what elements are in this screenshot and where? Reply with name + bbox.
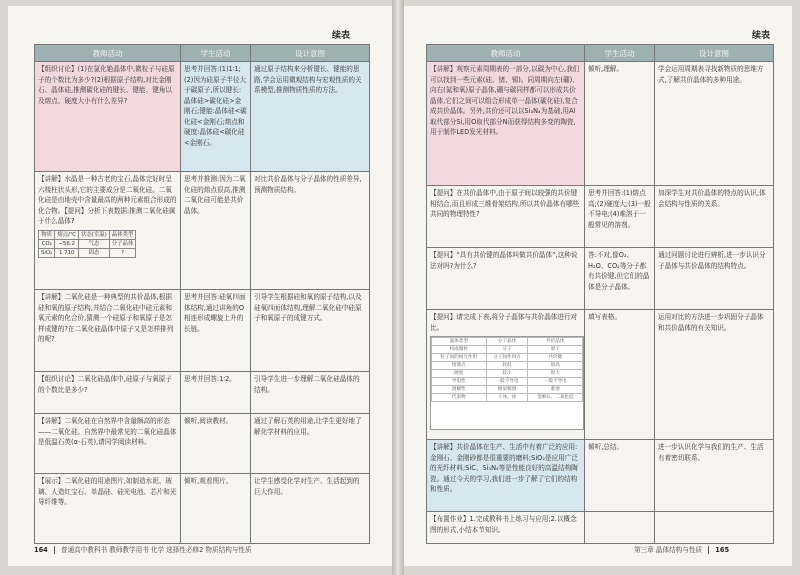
design-cell: 引导学生根据硅和氧的原子结构,以及硅氧四面体结构,理解二氧化硅中硅原子和氧原子的成键方式。 xyxy=(254,293,362,322)
page-number: 165 xyxy=(715,546,730,554)
header-teacher: 教师活动 xyxy=(427,45,585,61)
right-page xyxy=(404,6,792,566)
sketch-cell: 分子间作用力 xyxy=(486,354,528,362)
design-cell: 通过原子结构来分析键长、键能的思路,学会运用微观结构与宏观性质的关系模型,推测物质性质的方法。 xyxy=(251,62,369,172)
table-header xyxy=(427,45,773,62)
lesson-table-left xyxy=(34,44,370,544)
student-cell xyxy=(585,512,655,543)
sketch-cell: 导电性 xyxy=(432,378,487,386)
table-row xyxy=(35,289,369,372)
mini-cell: 物质 xyxy=(39,230,55,239)
book-title: 普通高中教科书 教师教学用书 化学 选择性必修2 物质结构与性质 xyxy=(60,546,252,554)
mini-cell: 熔点/℃ xyxy=(55,230,79,239)
table-row xyxy=(427,309,773,440)
design-cell: 通过问题讨论进行辨析,进一步认识分子晶体与共价晶体的结构特点。 xyxy=(658,251,766,270)
table-row xyxy=(427,247,773,310)
sketch-cell: 共价键 xyxy=(528,354,583,362)
teacher-cell: 【讲解】观察元素周期表的一部分,以碳为中心,我们可以找到一些元素(硅、锗、锡)。同周期向左(硼)、向右(氮和氧)原子晶体,硼与碳同样都可以形成共价晶体,它们之间可以组合形成单一晶体(碳化硅),复合成共价晶体。另外,共价还可以以Si₃N₄为基础,用Al取代部分Si,用O取代部分N而获得结构多变的陶瓷,用于制作LED发光材料。 xyxy=(427,62,585,186)
student-cell: 思考并回答:(1)1∶1;(2)因为硅原子半径大于碳原子,所以键长:晶体硅>碳化硅>金刚石;键能:晶体硅<碳化硅<金刚石;熔点和硬度:晶体硅<碳化硅<金刚石。 xyxy=(181,62,251,172)
teacher-cell: 【讲解】共价晶体在生产、生活中有着广泛的应用:金刚石、金刚砂都是很重要的磨料;SiO₂是应用广泛的光纤材料;SiC、Si₃N₄等是性能良好的高温结构陶瓷。通过今天的学习,我们进一步了解了它们的结构和性质。 xyxy=(427,440,585,512)
design-cell: 通过了解石英的用途,让学生更好地了解化学材料的应用。 xyxy=(254,417,362,436)
design-cell: 进一步认识化学与我们的生产、生活有着密切联系。 xyxy=(658,443,764,462)
sketch-cell: 晶体类型 xyxy=(432,338,487,346)
design-cell: 运用对比的方法进一步巩固分子晶体和共价晶体的有关知识。 xyxy=(658,313,764,332)
footer-right xyxy=(634,544,729,554)
footer-divider xyxy=(708,546,709,554)
teacher-cell: 【组织讨论】(1)在氯化铯晶体中,微粒子与硅原子的个数比为多少?(2)根据原子结构,对比金刚石、晶体硅,推测碳化硅的键长、键能、键角以及熔点、硬度大小有什么差异? xyxy=(35,62,181,172)
sketch-cell: 粒子间的相互作用 xyxy=(432,354,487,362)
mini-cell: 固态 xyxy=(78,248,109,257)
design-cell: 加深学生对共价晶体的特点的认识,体会结构与性质的关系。 xyxy=(658,189,766,208)
comparison-sketch xyxy=(430,336,584,430)
table-row xyxy=(35,413,369,474)
teacher-cell: 【布置作业】1.完成教科书上练习与应用;2.以概念图的形式,小结本节知识。 xyxy=(427,512,585,543)
design-cell: 引导学生进一步理解二氧化硅晶体的结构。 xyxy=(254,375,360,394)
student-cell: 倾听,理解。 xyxy=(585,62,655,186)
sketch-cell: 溶解性 xyxy=(432,386,487,394)
mini-cell: SiO₂ xyxy=(39,248,55,257)
design-cell: 让学生感受化学对生产、生活起到的巨大作用。 xyxy=(254,477,360,496)
student-cell: 答:不对,像O₂、H₂O、CO₂等分子都有共价键,但它们的晶体是分子晶体。 xyxy=(585,248,655,310)
mini-cell: 状态(室温) xyxy=(78,230,109,239)
header-student: 学生活动 xyxy=(585,45,655,61)
page-number: 164 xyxy=(34,546,48,554)
sketch-cell: 原子 xyxy=(528,346,583,354)
teacher-cell: 【讲解】二氧化硅是一种典型的共价晶体,根据硅和氧的原子结构,并结合二氧化硅中硅元素和氧元素的化合价,猜测一个硅原子和氧原子是怎样成键的?在二氧化硅晶体中原子又是怎样排列的呢? xyxy=(35,290,181,372)
table-row xyxy=(35,171,369,290)
mini-cell: 气态 xyxy=(78,239,109,248)
student-cell: 思考并回答:硅氧四面体结构,通过讲角的O相连形成螺旋上升的长链。 xyxy=(181,290,251,372)
chapter-label: 第三章 xyxy=(634,546,654,554)
lesson-table-right xyxy=(426,44,774,544)
footer-left xyxy=(34,544,252,554)
sketch-cell: 较小 xyxy=(486,370,528,378)
property-table xyxy=(38,230,136,258)
design-cell xyxy=(655,512,773,543)
student-cell: 思考并回答:(1)熔点高;(2)硬度大;(3)一般不导电;(4)难溶于一般常见的溶剂。 xyxy=(585,186,655,248)
teacher-cell xyxy=(427,310,585,440)
student-cell: 思考并推测:因为二氧化硅的熔点很高,推测二氧化硅可能是共价晶体。 xyxy=(181,172,251,290)
mini-cell: 分子晶体 xyxy=(109,239,136,248)
sketch-cell: 熔沸点 xyxy=(432,362,487,370)
footer-divider xyxy=(54,546,55,554)
mini-cell: CO₂ xyxy=(39,239,55,248)
comparison-table xyxy=(431,337,583,402)
student-cell: 思考并回答:1∶2。 xyxy=(181,372,251,414)
sketch-cell: 代表物 xyxy=(432,394,487,402)
continued-label: 续表 xyxy=(752,31,771,41)
teacher-cell: 【提问】在共价晶体中,由于原子间以较强的共价键相结合,而且形成三维骨架结构,所以共价晶体有哪些共同的物理特性? xyxy=(427,186,585,248)
table-row xyxy=(427,511,773,543)
teacher-text: 【讲解】水晶是一种古老的宝石,晶体完好时呈六棱柱状头形,它的主要成分是二氧化硅。二氧化硅是由地壳中含量最高的两种元素组合形成的化合物。【提问】分析下表数据:推测二氧化硅属于什么晶体? xyxy=(38,175,177,225)
table-row xyxy=(35,473,369,543)
mini-cell: ? xyxy=(109,248,136,257)
sketch-cell: 一般不导电 xyxy=(528,378,583,386)
sketch-cell: 很大 xyxy=(528,370,583,378)
teacher-cell: 【讲解】二氧化硅在自然界中含量颇高的形态——二氧化硅。自然界中最常见的二氧化硅晶体是低温石英(α-石英),请同学阅读材料。 xyxy=(35,414,181,474)
table-row xyxy=(35,371,369,414)
table-row xyxy=(427,439,773,512)
teacher-cell: 【组织讨论】二氧化硅晶体中,硅原子与氧原子的个数比是多少? xyxy=(35,372,181,414)
chapter-title: 晶体结构与性质 xyxy=(655,546,703,554)
sketch-cell: 分子 xyxy=(486,346,528,354)
table-row xyxy=(35,61,369,172)
sketch-cell: 很高 xyxy=(528,362,583,370)
book-gutter xyxy=(392,0,404,575)
sketch-cell: 难溶 xyxy=(528,386,583,394)
student-cell: 填写表格。 xyxy=(585,310,655,440)
student-cell: 倾听,阅读教材。 xyxy=(181,414,251,474)
table-row xyxy=(427,61,773,186)
sketch-cell: 构成微粒 xyxy=(432,346,487,354)
left-page xyxy=(8,6,392,566)
teacher-text: 【提问】请完成下表,将分子晶体与共价晶体进行对比。 xyxy=(430,313,578,332)
continued-label: 续表 xyxy=(332,31,351,41)
teacher-cell xyxy=(35,172,181,290)
mini-cell: −56.2 xyxy=(55,239,79,248)
design-cell: 学会运用周期表寻找新物质的思维方式,了解共价晶体的多种用途。 xyxy=(658,65,764,84)
mini-cell: 晶体类型 xyxy=(109,230,136,239)
student-cell: 倾听,观看图片。 xyxy=(181,474,251,543)
design-cell: 对比共价晶体与分子晶体的性质差异,预测物质结构。 xyxy=(254,175,362,194)
teacher-cell: 【展示】二氧化硅的用途图片,如制造水泥、玻璃、人造红宝石、单晶硅、硅光电池、芯片和光导纤维等。 xyxy=(35,474,181,543)
teacher-cell: 【提问】“具有共价键的晶体叫做共价晶体”,这种说法对吗?为什么? xyxy=(427,248,585,310)
table-row xyxy=(427,185,773,248)
mini-cell: 1 710 xyxy=(55,248,79,257)
student-cell: 倾听,总结。 xyxy=(585,440,655,512)
table-header xyxy=(35,45,369,62)
sketch-cell: 较低 xyxy=(486,362,528,370)
sketch-cell: 一般不导电 xyxy=(486,378,528,386)
header-design: 设计意图 xyxy=(699,48,729,58)
sketch-cell: 金刚石、二氧化硅 xyxy=(528,394,583,402)
header-design: 设计意图 xyxy=(295,48,325,58)
sketch-cell: 共价晶体 xyxy=(528,338,583,346)
sketch-cell: 硬度 xyxy=(432,370,487,378)
sketch-cell: 相似相溶 xyxy=(486,386,528,394)
sketch-cell: 分子晶体 xyxy=(486,338,528,346)
sketch-cell: 干冰、冰 xyxy=(486,394,528,402)
header-teacher: 教师活动 xyxy=(35,45,181,61)
header-student: 学生活动 xyxy=(181,45,251,61)
